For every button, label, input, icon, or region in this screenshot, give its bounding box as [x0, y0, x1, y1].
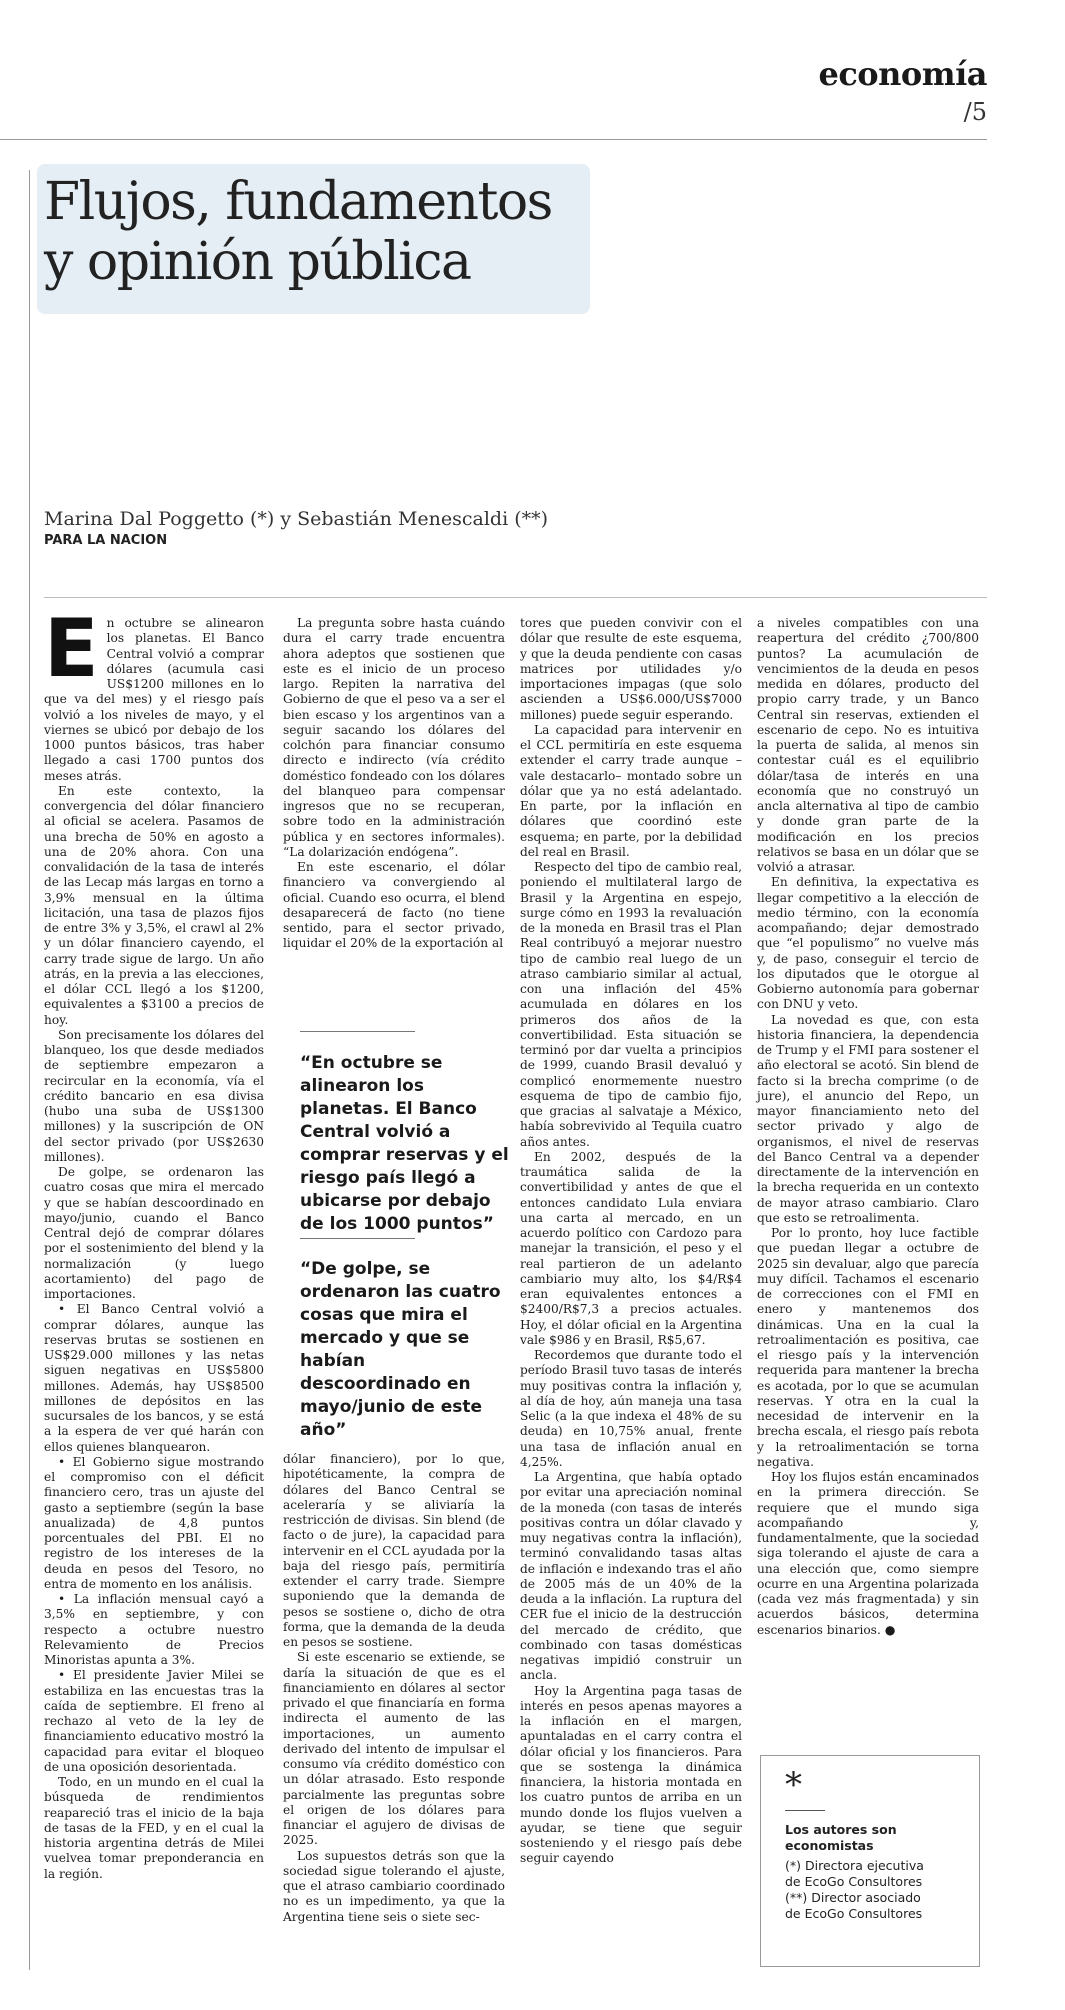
paragraph: Hoy la Argentina paga tasas de interés en pesos apenas mayores a la inflación en el margen, apuntaladas en el carry contra el dólar oficial y los financieros. Para que se sostenga la dinámica financiera, la historia montada en los cuatro puntos de arriba en un mundo donde los flujos vuelven a ayudar, se tiene que seguir sosteniendo y el riesgo país debe seguir cayendo [520, 1683, 742, 1866]
pullquote-2: “De golpe, se ordenaron las cuatro cosas que mira el mercado y que se habían descoordinado en mayo/junio de este año” [300, 1259, 501, 1440]
byline: Marina Dal Poggetto (*) y Sebastián Menescaldi (**) [44, 508, 549, 530]
page-number: /5 [963, 98, 987, 126]
paragraph: La novedad es que, con esta historia financiera, la dependencia de Trump y el FMI para sostener el año electoral se acotó. Sin blend de facto si la brecha comprime (o de jure), el anuncio del Repo, un mayor financiamiento neto del sector privado y algo de organismos, el nivel de reservas del Banco Central va a depender directamente de la intervención en la brecha requerida en un contexto de mayor atraso cambiario. Claro que esto se retroalimenta. [757, 1012, 979, 1225]
paragraph: • El presidente Javier Milei se estabiliza en las encuestas tras la caída de septiembre. El freno al rechazo al veto de la ley de financiamiento educativo mostró la capacidad para evitar el bloqueo de una oposición desorientada. [44, 1668, 264, 1774]
paragraph: Recordemos que durante todo el período Brasil tuvo tasas de interés muy positivas contra la inflación y, al día de hoy, aún maneja una tasa Selic (a la que indexa el 48% de su deuda) en 10,75% anual, frente una tasa de inflación anual en 4,25%. [520, 1348, 742, 1469]
authors-box-title: Los autores son economistas [785, 1822, 897, 1853]
left-margin-rule [29, 170, 30, 1970]
paragraph: Hoy los flujos están encaminados en la primera dirección. Se requiere que el mundo siga acompañando y, fundamentalmente, que la sociedad siga tolerando el ajuste de cara a una elección que, como siempre ocurre en una Argentina polarizada (cada vez más fragmentada) y sin acuerdos básicos, determina escenarios binarios. ● [757, 1470, 979, 1637]
headline-line-2: y opinión pública [44, 232, 471, 292]
asterisk-icon: * [785, 1765, 802, 1805]
paragraph: • La inflación mensual cayó a 3,5% en septiembre, y con respecto a octubre nuestro Relevamiento de Precios Minoristas apunta a 3%. [44, 1592, 264, 1667]
column-3 [520, 616, 742, 1867]
paragraph: tores que pueden convivir con el dólar que resulte de este esquema, y que la deuda pendiente con casas matrices por utilidades y/o importaciones impagas (que solo ascienden a US$6.000/US$7000 millones) puede seguir esperando. [520, 616, 742, 722]
column-4 [757, 616, 979, 1638]
headline-line-1: Flujos, fundamentos [44, 172, 552, 232]
section-name: economía [818, 55, 987, 93]
paragraph: Por lo pronto, hoy luce factible que puedan llegar a octubre de 2025 sin devaluar, algo que parecía muy difícil. Tachamos el escenario de correcciones con el FMI en enero y mantenemos dos dinámicas. Una en la cual la retroalimentación es positiva, cae el riesgo país y la intervención requerida para mantener la brecha es acotada, por lo que se acumulan reservas. Y otra en la cual la necesidad de intervenir en la brecha escala, el riesgo país rebota y la retroalimentación se torna negativa. [757, 1226, 979, 1469]
pullquote-1: “En octubre se alinearon los planetas. El Banco Central volvió a comprar reservas y el riesgo país llegó a ubicarse por debajo de los 1000 puntos” [300, 1053, 509, 1234]
paragraph: La pregunta sobre hasta cuándo dura el carry trade encuentra ahora adeptos que sostienen que este es el inicio de un proceso largo. Repiten la narrativa del Gobierno de que el peso va a ser el bien escaso y los argentinos van a seguir sacando los dólares del colchón para financiar consumo directo e indirecto (vía crédito doméstico fondeado con los dólares del blanqueo para compensar ingresos que no se recuperan, sobre todo en la administración pública y en sectores informales). “La dolarización endógena”. [283, 616, 505, 859]
paragraph: De golpe, se ordenaron las cuatro cosas que mira el mercado y que se habían descoordinado en mayo/junio, cuando el Banco Central dejó de comprar dólares por el sostenimiento del blend y la normalización (y luego acortamiento) del pago de importaciones. [44, 1165, 264, 1301]
paragraph: En definitiva, la expectativa es llegar competitivo a la elección de medio término, con la economía acompañando; dejar demostrado que “el populismo” no vuelve más y, de paso, conseguir el tercio de los diputados que le otorgue al Gobierno autonomía para gobernar con DNU y veto. [757, 875, 979, 1012]
authors-box-line: (*) Directora ejecutiva [785, 1858, 924, 1873]
paragraph: En 2002, después de la traumática salida de la convertibilidad y antes de que el entonces candidato Lula enviara una carta al mercado, en un acuerdo político con Cardozo para manejar la transición, el peso y el real partieron de un adelanto cambiario muy alto, los $4/R$4 eran equivalentes entonces a $2400/R$7,3 a precios actuales. Hoy, el dólar oficial en la Argentina vale $986 y en Brasil, R$5,67. [520, 1149, 742, 1347]
paragraph: En octubre se alinearon los planetas. El Banco Central volvió a comprar dólares (acumula casi US$1200 millones en lo que va del mes) y el riesgo país volvió a los niveles de mayo, y el viernes se ubicó por debajo de los 1000 puntos básicos, tras haber llegado a casi 1700 puntos dos meses atrás. [44, 602, 264, 783]
column-1 [44, 602, 264, 1882]
authors-box-rule [785, 1810, 825, 1811]
paragraph: En este escenario, el dólar financiero va convergiendo al oficial. Cuando eso ocurra, el blend desaparecerá de facto (no tiene sentido, para el sector privado, liquidar el 20% de la exportación al [283, 860, 505, 951]
pullquote-rule [300, 1238, 415, 1239]
paragraph: dólar financiero), por lo que, hipotéticamente, la compra de dólares del Banco Central se aceleraría y se aliviaría la restricción de divisas. Sin blend (de facto o de jure), la capacidad para intervenir en el CCL ayudada por la baja del riesgo país, permitiría extender el carry trade. Siempre suponiendo que la demanda de pesos se sostiene o, dicho de otra forma, que la demanda de la deuda en pesos se sostiene. [283, 1452, 505, 1649]
header-rule [0, 139, 987, 140]
paragraph: Respecto del tipo de cambio real, poniendo el multilateral largo de Brasil y la Argentina en espejo, surge cómo en 1993 la revaluación de la moneda en Brasil tras el Plan Real contribuyó a mejorar nuestro tipo de cambio real luego de un atraso cambiario similar al actual, con una inflación del 45% acumulada en dólares en los primeros dos años de la convertibilidad. Esta situación se terminó por dar vuelta a principios de 1999, cuando Brasil devaluó y complicó enormemente nuestro esquema de tipo de cambio fijo, que gracias al salvataje a México, había sobrevivido al Tequila cuatro años antes. [520, 860, 742, 1149]
paragraph: En este contexto, la convergencia del dólar financiero al oficial se acelera. Pasamos de una brecha de 50% en agosto a una de 20% ahora. Con una convalidación de la tasa de interés de las Lecap más largas en torno a 3,9% mensual en la última licitación, una tasa de plazos fijos de entre 3% y 3,5%, el crawl al 2% y un dólar financiero cayendo, el carry trade sigue de largo. Un año atrás, en la previa a las elecciones, el dólar CCL llegó a los $1200, equivalentes a $3100 a precios de hoy. [44, 783, 264, 1027]
paragraph: a niveles compatibles con una reapertura del crédito ¿700/800 puntos? La acumulación de vencimientos de la deuda en pesos medida en dólares, producto del propio carry trade, y un Banco Central sin reservas, extienden el escenario de cepo. No es intuitiva la puerta de salida, al menos sin contestar cuál es el equilibrio dólar/tasa de interés en una economía que no construyó un ancla alternativa al tipo de cambio y donde gran parte de la modificación en los precios relativos se basa en un dólar que se volvió a atrasar. [757, 616, 979, 874]
column-2-top [283, 616, 505, 952]
authors-box-line: de EcoGo Consultores [785, 1906, 923, 1921]
column-2-bottom [283, 1452, 505, 1925]
paragraph: • El Banco Central volvió a comprar dólares, aunque las reservas brutas se sostienen en US$29.000 millones y las netas siguen negativas en US$5800 millones. Además, hay US$8500 millones de depósitos en las sucursales de los bancos, y se está a la espera de ver qué harán con ellos quienes blanquearon. [44, 1302, 264, 1454]
authors-box-line: (**) Director asociado [785, 1890, 921, 1905]
drop-cap: E [44, 602, 99, 695]
paragraph: Los supuestos detrás son que la sociedad sigue tolerando el ajuste, que el atraso cambiario coordinado no es un impedimento, ya que la Argentina tiene seis o siete sec- [283, 1848, 505, 1924]
pullquote-rule [300, 1031, 415, 1032]
paragraph: Si este escenario se extiende, se daría la situación de que es el financiamiento en dólares al sector privado el que financiaría en forma indirecta el aumento de las importaciones, un aumento derivado del intento de impulsar el consumo vía crédito doméstico con un dólar atrasado. Esto responde parcialmente las preguntas sobre el origen de los dólares para financiar el agujero de divisas de 2025. [283, 1650, 505, 1848]
authors-box-line: de EcoGo Consultores [785, 1874, 923, 1889]
paragraph: La Argentina, que había optado por evitar una apreciación nominal de la moneda (con tasas de interés positivas contra un dólar clavado y muy negativas contra la inflación), terminó convalidando tasas altas de inflación e indexando tras el año de 2005 más de un 40% de la deuda a la inflación. La ruptura del CER fue el inicio de la destrucción del mercado de crédito, que combinado con tasas domésticas negativas impidió construir un ancla. [520, 1470, 742, 1683]
paragraph: La capacidad para intervenir en el CCL permitiría en este esquema extender el carry trade aunque –vale destacarlo– montado sobre un dólar que ya no está adelantado. En parte, por la inflación en dólares que coordinó este esquema; en parte, por la debilidad del real en Brasil. [520, 722, 742, 859]
byline-organization: PARA LA NACION [44, 533, 168, 548]
headline [44, 172, 604, 292]
paragraph: • El Gobierno sigue mostrando el compromiso con el déficit financiero cero, tras un ajuste del gasto a septiembre (según la base anualizada) de 4,8 puntos porcentuales del PBI. El no registro de los intereses de la deuda en pesos del Tesoro, no entra de momento en los análisis. [44, 1454, 264, 1591]
paragraph: Todo, en un mundo en el cual la búsqueda de rendimientos reapareció tras el inicio de la baja de tasas de la FED, y en el cual la historia argentina detrás de Milei vuelvea tomar preponderancia en la región. [44, 1775, 264, 1881]
byline-rule [44, 597, 987, 598]
paragraph: Son precisamente los dólares del blanqueo, los que desde mediados de septiembre empezaron a recircular en la economía, vía el crédito bancario en esa divisa (hubo una suba de US$1300 millones) y la suscripción de ON del sector privado (por US$2630 millones). [44, 1027, 264, 1164]
